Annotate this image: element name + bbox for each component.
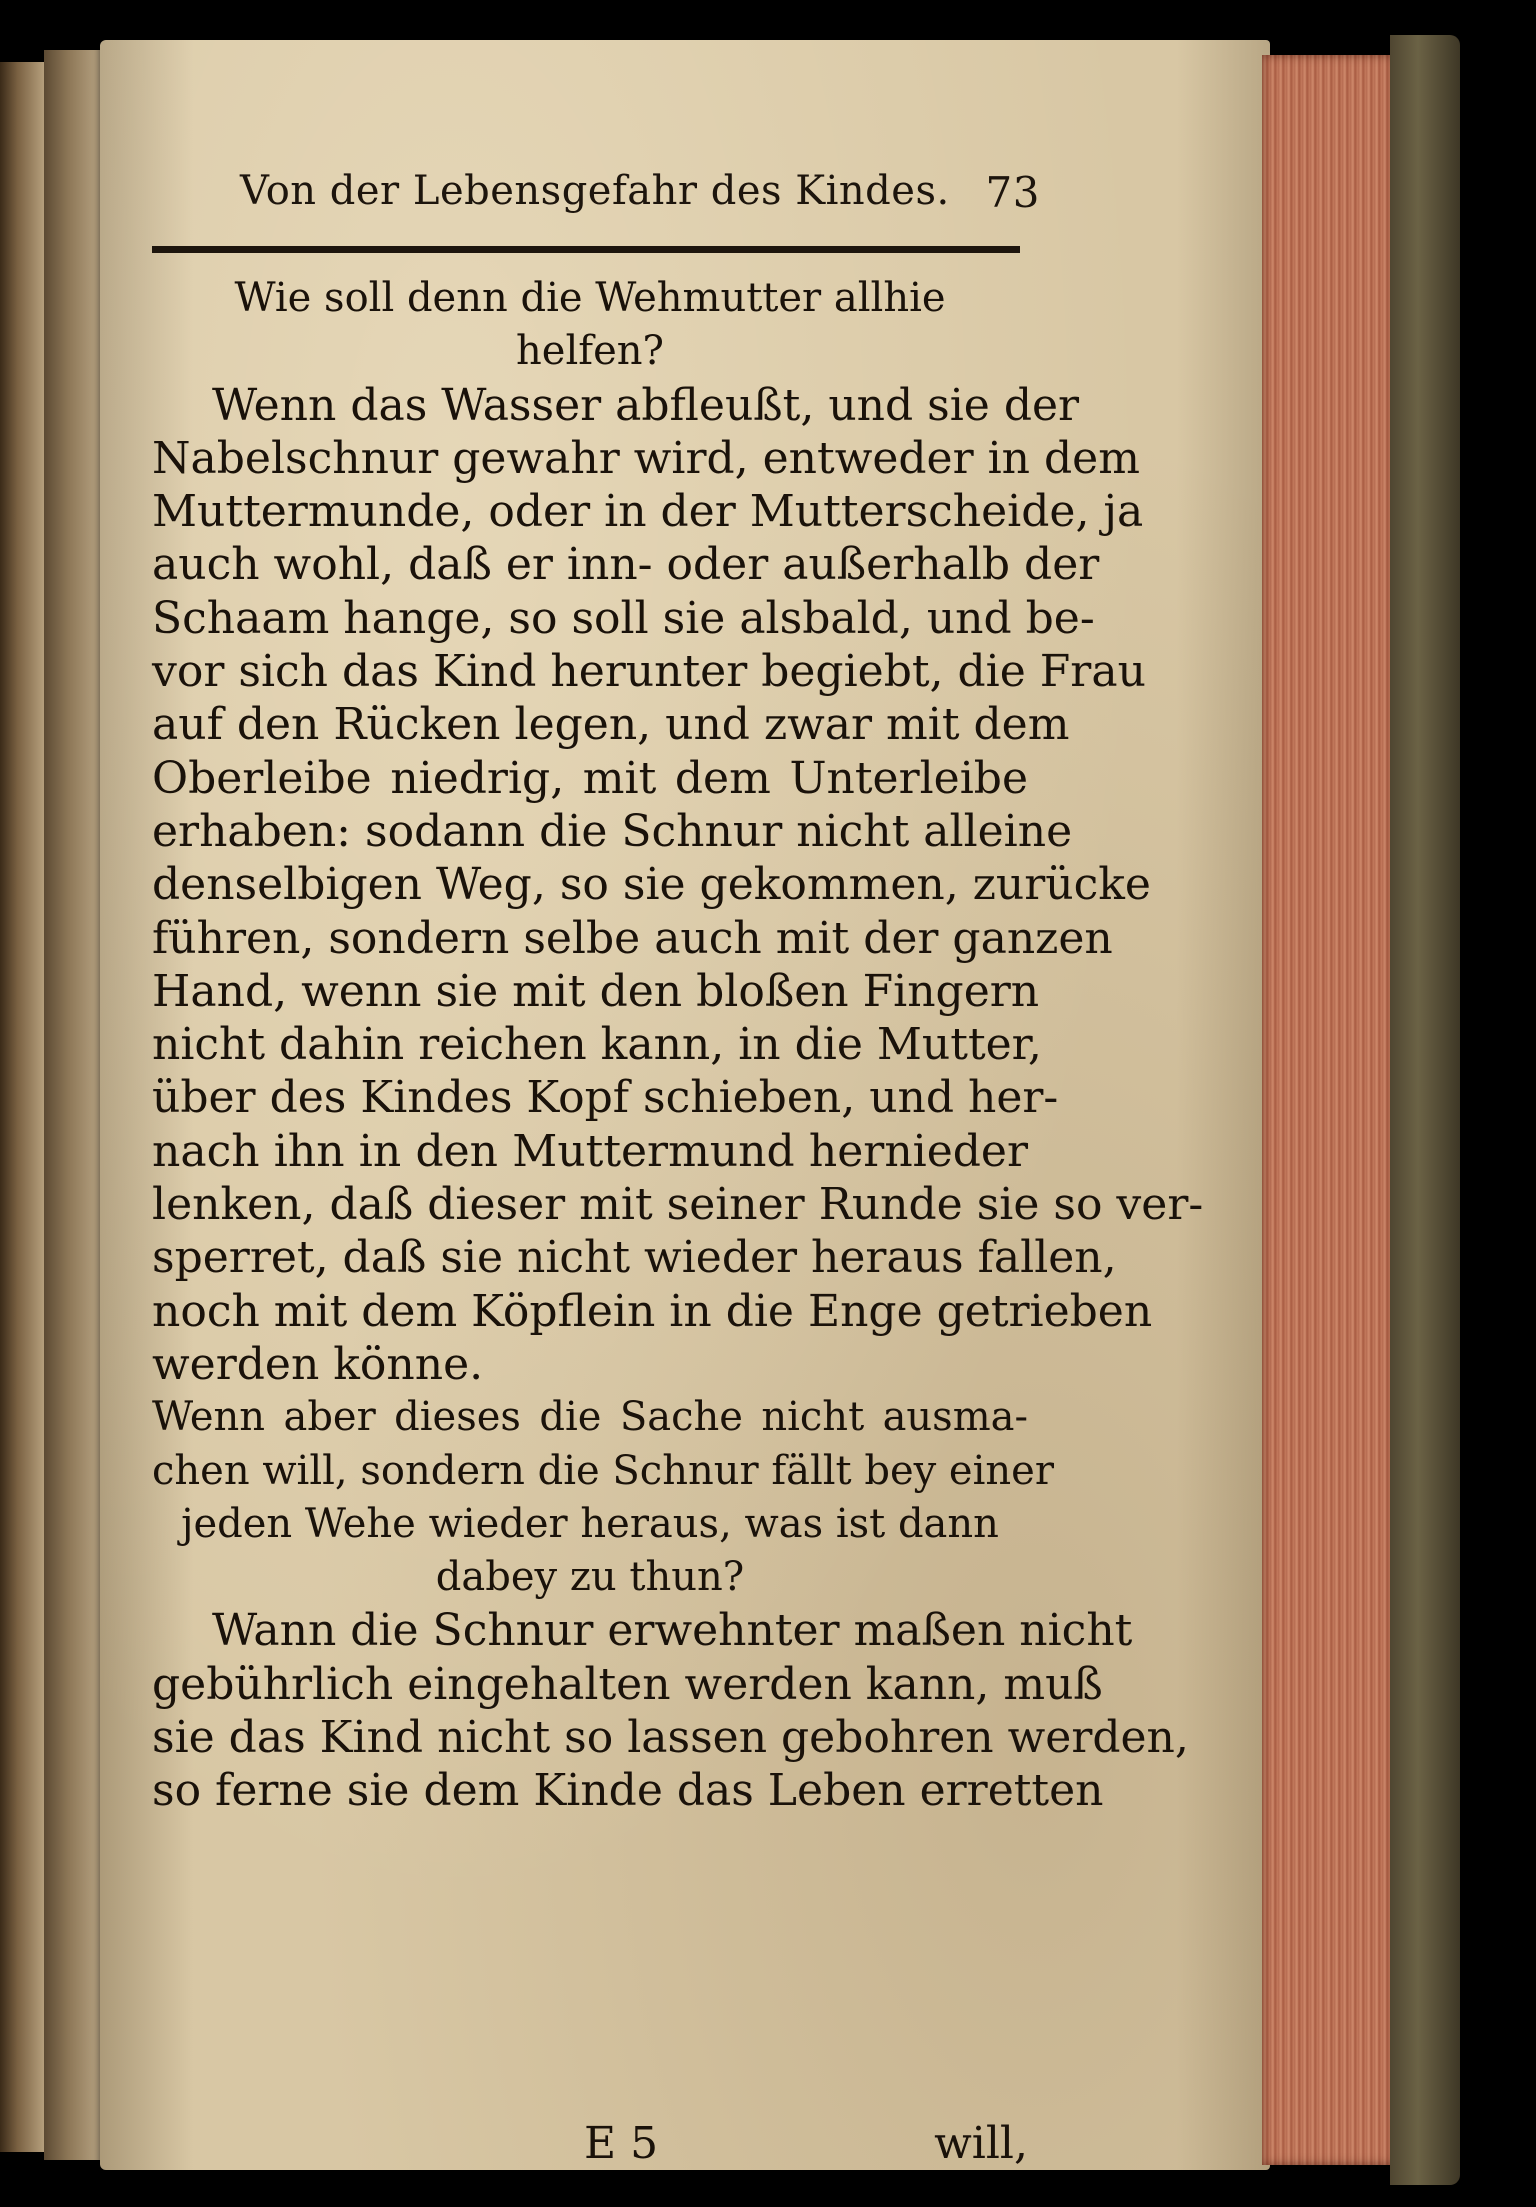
question-line: Wie soll denn die Wehmutter allhie: [234, 275, 946, 321]
text-line: vor sich das Kind herunter begiebt, die Frau: [152, 646, 1146, 698]
page-footer: [152, 2118, 1028, 2178]
text-line: Oberleibe niedrig, mit dem Unterleibe: [152, 752, 1028, 804]
text-line: gebührlich eingehalten werden kann, muß: [152, 1658, 1103, 1710]
text-line: noch mit dem Köpflein in die Enge getrieben: [152, 1285, 1153, 1337]
page-fore-edge: [1262, 55, 1394, 2165]
question-line: jeden Wehe wieder heraus, was ist dann: [181, 1500, 999, 1547]
text-line: nach ihn in den Muttermund hernieder: [152, 1125, 1028, 1177]
running-title: Von der Lebensgefahr des Kindes.: [240, 168, 950, 214]
signature-mark: E 5: [584, 2118, 659, 2169]
text-line: lenken, daß dieser mit seiner Runde sie so ver-: [152, 1179, 1204, 1231]
text-line: sperret, daß sie nicht wieder heraus fallen,: [152, 1232, 1117, 1284]
question-line: Wenn aber dieses die Sache nicht ausma-: [152, 1394, 1028, 1441]
text-line: denselbigen Weg, so sie gekommen, zurücke: [152, 859, 1151, 911]
text-line: Hand, wenn sie mit den bloßen Fingern: [152, 965, 1040, 1017]
body-text: [152, 272, 1204, 1818]
text-line: so ferne sie dem Kinde das Leben erretten: [152, 1765, 1104, 1817]
catchword: will,: [934, 2118, 1028, 2169]
text-line: führen, sondern selbe auch mit der ganzen: [152, 912, 1113, 964]
header-rule: [152, 246, 1020, 253]
page-number: 73: [985, 168, 1040, 217]
text-line: erhaben: sodann die Schnur nicht alleine: [152, 805, 1073, 857]
text-line: Wann die Schnur erwehnter maßen nicht: [212, 1605, 1133, 1657]
text-line: auf den Rücken legen, und zwar mit dem: [152, 699, 1070, 751]
book-cover-board: [1390, 35, 1460, 2185]
text-line: Nabelschnur gewahr wird, entweder in dem: [152, 432, 1140, 484]
text-line: Schaam hange, so soll sie alsbald, und be-: [152, 592, 1095, 644]
text-line: auch wohl, daß er inn- oder außerhalb der: [152, 539, 1100, 591]
text-line: Wenn das Wasser abfleußt, und sie der: [212, 379, 1080, 431]
running-header: [240, 168, 1040, 228]
question-line: chen will, sondern die Schnur fällt bey einer: [152, 1447, 1054, 1494]
text-line: sie das Kind nicht so lassen gebohren werden,: [152, 1712, 1189, 1764]
text-line: über des Kindes Kopf schieben, und her-: [152, 1072, 1059, 1124]
text-line: werden könne.: [152, 1338, 484, 1390]
text-line: Muttermunde, oder in der Mutterscheide, ja: [152, 486, 1144, 538]
question-line: helfen?: [516, 328, 664, 375]
text-line: nicht dahin reichen kann, in die Mutter,: [152, 1019, 1042, 1071]
adjacent-page-edge: [0, 62, 44, 2152]
question-line: dabey zu thun?: [435, 1554, 745, 1601]
